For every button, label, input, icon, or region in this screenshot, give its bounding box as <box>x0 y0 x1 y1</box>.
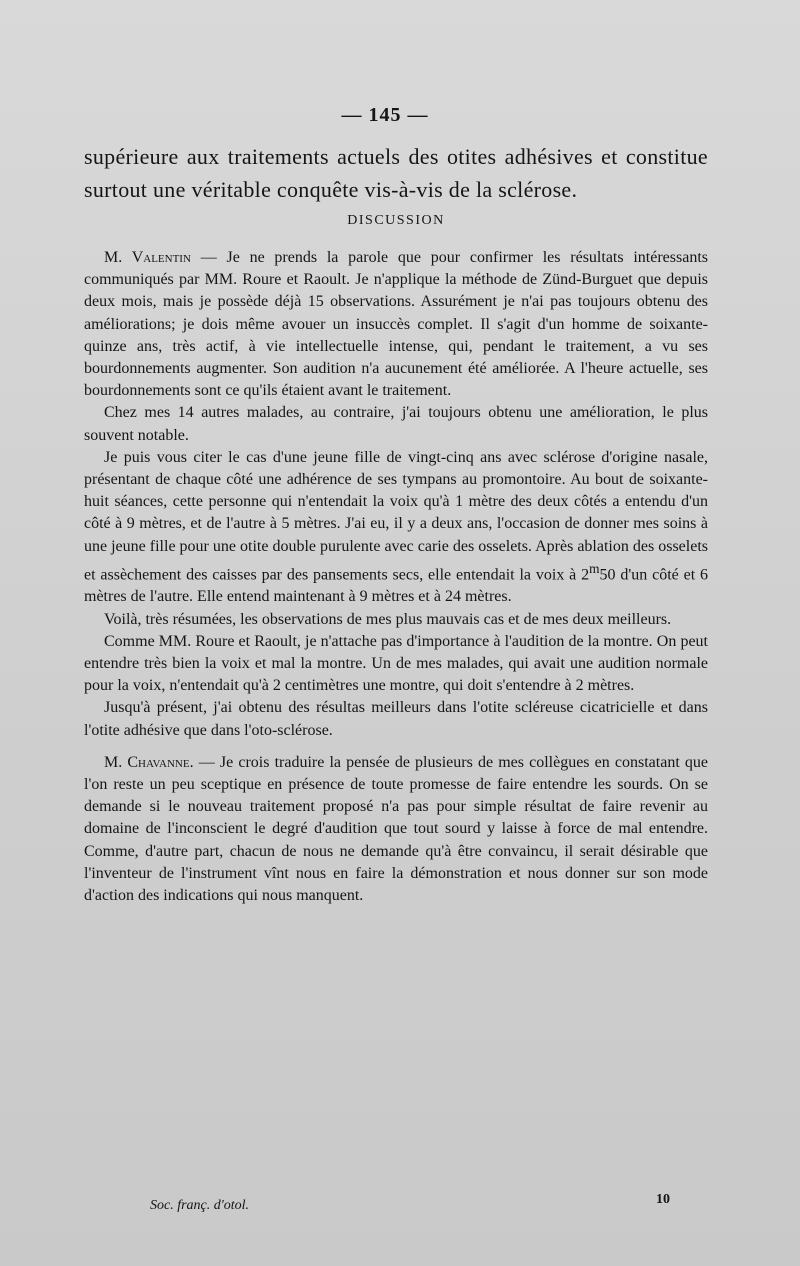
body-text <box>84 140 708 907</box>
page-number: — 145 — <box>341 104 429 126</box>
signature-mark: 10 <box>656 1192 670 1207</box>
valentin-paragraph-5: Comme MM. Roure et Raoult, je n'attache pas d'importance à l'audition de la montre. On peut entendre très bien la voix et mal la montre. Un de mes malades, qui avait une audition normale pour la voix, n'entendait qu'à 2 centimètres une montre, qui doit s'entendre à 2 mètres. <box>84 632 708 695</box>
footer-journal: Soc. franç. d'otol. <box>150 1198 250 1213</box>
valentin-paragraph-1: M. Valentin — Je ne prends la parole que pour confirmer les résultats intéressants communiqués par MM. Roure et Raoult. Je n'applique la méthode de Zünd-Burguet que depuis deux mois, mais je possède déjà 15 observations. Assurément je n'ai pas toujours obtenu des améliorations; je dois même avouer un insuccès complet. Il s'agit d'un homme de soixante-quinze ans, très actif, à vie intellectuelle intense, qui, pendant le traitement, a vu ses bourdonnements augmenter. Son audition n'a aucunement été améliorée. A l'heure actuelle, ses bourdonnements sont ce qu'ils étaient avant le traitement. <box>84 249 709 400</box>
chavanne-p1-text: Je crois traduire la pensée de plusieurs de mes collègues en constatant que l'on reste un peu sceptique en présence de toute promesse de faire entendre les sourds. On se demande si le nouveau traitement proposé n'a pas pour simple résultat de faire revenir au domaine de l'inconscient le degré d'audition que tout sourd y laisse à force de mal entendre. Comme, d'autre part, chacun de nous ne demande qu'à être convaincu, il serait désirable que l'inventeur de l'instrument vînt nous en faire la démonstration et nous donner sur son mode d'action des indications qui nous manquent. <box>84 753 709 905</box>
speaker-valentin: M. Valentin <box>104 249 191 266</box>
valentin-paragraph-4: Voilà, très résumées, les observations de mes plus mauvais cas et de mes deux meilleurs. <box>104 610 672 628</box>
valentin-p3-superscript: m <box>589 560 600 576</box>
page-footer <box>150 1192 670 1214</box>
valentin-paragraph-2: Chez mes 14 autres malades, au contraire, j'ai toujours obtenu une amélioration, le plus souvent notable. <box>84 404 708 444</box>
continuation-paragraph: supérieure aux traitements actuels des otites adhésives et constitue surtout une véritable conquête vis-à-vis de la sclérose. <box>84 144 708 202</box>
speaker-chavanne: M. Chavanne. <box>104 753 194 771</box>
section-heading: DISCUSSION <box>347 213 445 228</box>
chavanne-paragraph-1: M. Chavanne. — Je crois traduire la pensée de plusieurs de mes collègues en constatant que l'on reste un peu sceptique en présence de toute promesse de faire entendre les sourds. On se demande si le nouveau traitement proposé n'a pas pour simple résultat de faire revenir au domaine de l'inconscient le degré d'audition que tout sourd y laisse à force de mal entendre. Comme, d'autre part, chacun de nous ne demande qu'à être convaincu, il serait désirable que l'inventeur de l'instrument vînt nous en faire la démonstration et nous donner sur son mode d'action des indications qui nous manquent. <box>84 753 709 905</box>
valentin-paragraph-3 <box>84 447 708 609</box>
valentin-p3-text-b: 50 d'un côté et 6 mètres de l'autre. Elle entend maintenant à 9 mètres et à 24 mètres. <box>84 566 709 606</box>
valentin-p1-text: Je ne prends la parole que pour confirmer les résultats intéressants communiqués par MM. Roure et Raoult. Je n'applique la méthode de Zünd-Burguet que depuis deux mois, mais je possède déjà 15 observations. Assurément je n'ai pas toujours obtenu des améliorations; je dois même avouer un insuccès complet. Il s'agit d'un homme de soixante-quinze ans, très actif, à vie intellectuelle intense, qui, pendant le traitement, a vu ses bourdonnements augmenter. Son audition n'a aucunement été améliorée. A l'heure actuelle, ses bourdonnements sont ce qu'ils étaient avant le traitement. <box>84 249 709 400</box>
valentin-paragraph-6: Jusqu'à présent, j'ai obtenu des résultas meilleurs dans l'otite scléreuse cicatricielle et dans l'otite adhésive que dans l'oto-sclérose. <box>84 699 708 739</box>
valentin-p3-text-a: Je puis vous citer le cas d'une jeune fille de vingt-cinq ans avec sclérose d'origine nasale, présentant de chaque côté une adhérence de ses tympans au promontoire. Au bout de soixante-huit séances, cette personne qui n'entendait la voix qu'à 1 mètre des deux côtés a entendu d'un côté à 9 mètres, et de l'autre à 5 mètres. J'ai eu, il y a deux ans, l'occasion de donner mes soins à une jeune fille pour une otite double purulente avec carie des osselets. Après ablation des osselets et assèchement des caisses par des pansements secs, elle entendait la voix à 2 <box>84 448 708 584</box>
